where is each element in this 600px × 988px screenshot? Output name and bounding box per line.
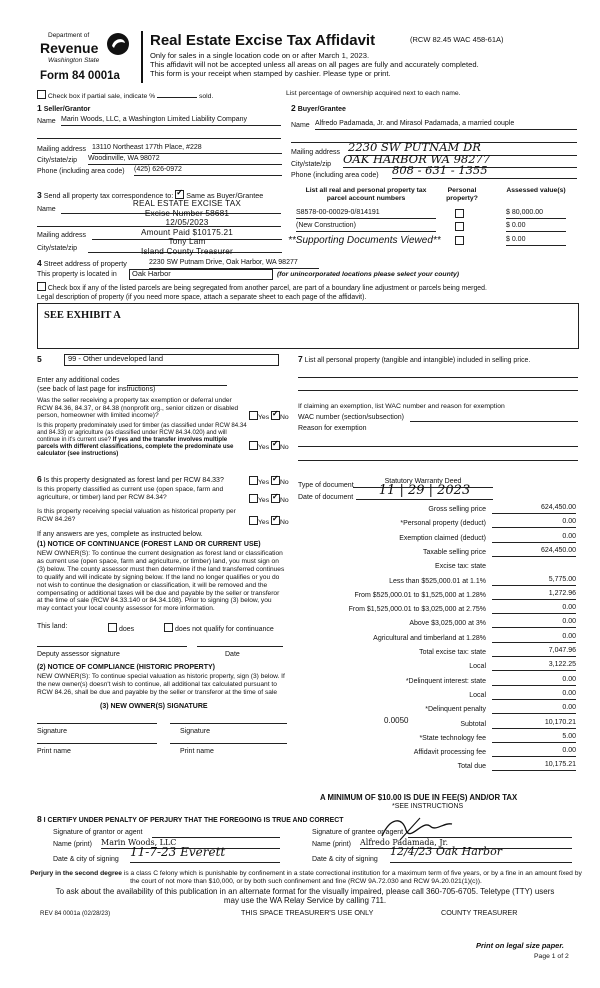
tax-row-label: From $1,525,000.01 to $3,025,000 at 2.75%: [348, 606, 486, 613]
personal-heading: Personal property?: [446, 187, 478, 202]
deputy-sig-label: Deputy assessor signature: [37, 651, 120, 658]
exemption-question: Was the seller receiving a property tax exemption or deferral under RCW 84.36, 84.37, or 84.38 (nonprofit org., senior citizen or disabled person, homeowner with limited income)?: [37, 397, 239, 420]
section4-street-row: 4 Street address of property: [37, 258, 127, 268]
doc-type-label: Type of document: [298, 482, 354, 489]
assessed-heading: Assessed value(s): [506, 187, 566, 194]
grantee-name-field[interactable]: Alfredo Padamada, Jr.: [360, 838, 572, 849]
new-owner-sig-1[interactable]: [37, 723, 157, 724]
timber-no-checkbox[interactable]: [271, 441, 280, 450]
legal-desc-label: Legal description of property (if you need more space, attach a separate sheet to each page of the affidavit).: [37, 294, 367, 301]
section3-heading: 3 Send all property tax correspondence to: ✓ Same as Buyer/Grantee: [37, 190, 263, 201]
deputy-sig-line[interactable]: [37, 646, 187, 647]
form-citation: (RCW 82.45 WAC 458-61A): [410, 35, 504, 44]
seller-heading: 1 Seller/Grantor: [37, 103, 91, 113]
parcel-heading: List all real and personal property tax parcel account numbers: [305, 187, 427, 202]
land-use-select[interactable]: 99 - Other undeveloped land: [64, 354, 279, 366]
partial-sale-checkbox[interactable]: [37, 90, 46, 99]
exemption-yes-checkbox[interactable]: [249, 411, 258, 420]
codes-note: (see back of last page for instructions): [37, 386, 156, 393]
see-instructions-note: *SEE INSTRUCTIONS: [392, 803, 464, 810]
forest-question: 6 Is this property designated as forest land per RCW 84.33?: [37, 474, 224, 484]
tax-row-value[interactable]: 624,450.00: [492, 547, 576, 557]
tax-row-label: *State technology fee: [419, 735, 486, 742]
personal-checkbox-2[interactable]: [455, 222, 464, 233]
partial-sale-row: [37, 90, 213, 101]
tax-row-label: Above $3,025,000 at 3%: [409, 620, 486, 627]
continuance-row: This land:: [37, 623, 68, 630]
doc-date-field[interactable]: 11 | 29 | 2023: [356, 484, 493, 500]
notice3-title: (3) NEW OWNER(S) SIGNATURE: [100, 703, 208, 710]
seller-name-label: Name: [37, 118, 56, 125]
grantee-date-field[interactable]: 12/4/23 Oak Harbor: [390, 846, 572, 863]
tax-row-label: Gross selling price: [428, 506, 486, 513]
dor-swirl-icon: [106, 32, 130, 56]
tax-row-value[interactable]: 0.00: [492, 747, 576, 757]
certify-line: 8 I CERTIFY UNDER PENALTY OF PERJURY THAT THE FOREGOING IS TRUE AND CORRECT: [37, 814, 344, 824]
tax-row-label: Less than $525,000.01 at 1.1%: [389, 578, 486, 585]
timber-yes-checkbox[interactable]: [249, 441, 258, 450]
personal-property-line-1[interactable]: [298, 377, 578, 378]
grantor-signature[interactable]: [152, 829, 280, 838]
reason-label: Reason for exemption: [298, 425, 367, 432]
treasurer-use-note: THIS SPACE TREASURER'S USE ONLY: [241, 908, 374, 917]
grantor-date-field[interactable]: 11-7-23 Everett: [130, 846, 280, 863]
assessed-value-2[interactable]: $ 0.00: [506, 222, 566, 232]
header-note-2: This affidavit will not be accepted unless all areas on all pages are fully and accurately completed.: [150, 60, 479, 69]
located-label: This property is located in: [37, 271, 117, 278]
uninc-note: (for unincorporated locations please select your county): [277, 271, 460, 278]
buyer-addr-label: Mailing address: [291, 149, 341, 156]
tax-row-label: Local: [469, 692, 486, 699]
buyer-name-label: Name: [291, 122, 310, 129]
legal-description-box[interactable]: SEE EXHIBIT A: [37, 303, 579, 349]
same-as-buyer-checkbox[interactable]: [175, 190, 184, 199]
grantor-sig-label: Signature of grantor or agent: [53, 829, 143, 836]
current-use-yes-checkbox[interactable]: [249, 494, 258, 503]
partial-sold-label: sold.: [198, 93, 214, 100]
tax-row-label: Exemption claimed (deduct): [399, 535, 486, 542]
seller-phone-field[interactable]: (425) 626-0972: [134, 166, 282, 176]
tax-row-label: Total due: [457, 763, 486, 770]
parcel-row-1[interactable]: S8578-00-00029-0/814191: [296, 209, 436, 219]
tax-row-value[interactable]: 10,175.21: [492, 761, 576, 771]
additional-codes-label: Enter any additional codes: [37, 377, 120, 384]
supporting-docs-stamp: **Supporting Documents Viewed**: [288, 235, 441, 246]
if-yes-note: If any answers are yes, complete as instructed below.: [37, 531, 203, 538]
tax-row-label: *Delinquent penalty: [425, 706, 486, 713]
forest-yes-checkbox[interactable]: [249, 476, 258, 485]
tax-row-value[interactable]: 10,170.21: [492, 719, 576, 729]
tax-row-value[interactable]: 3,122.25: [492, 661, 576, 671]
dept-line: Department of: [48, 32, 90, 39]
does-option: does: [108, 623, 134, 634]
timber-question: Is this property predominately used for timber (as classified under RCW 84.34 and 84.33) or agriculture (as classified under RCW 84.34.020) and will continue in it's current use? If yes and the transfer involves multiple parcels with different classifications, complete the predominate use calculator (see instructions): [37, 422, 247, 457]
exemption-claim-label: If claiming an exemption, list WAC number and reason for exemption: [298, 403, 505, 410]
assessed-value-3[interactable]: $ 0.00: [506, 236, 566, 246]
personal-property-line-2[interactable]: [298, 390, 578, 391]
section7-heading: 7 List all personal property (tangible and intangible) included in selling price.: [298, 354, 531, 364]
buyer-phone-field[interactable]: 808 - 631 - 1355: [392, 164, 577, 179]
buyer-city-field[interactable]: OAK HARBOR WA 98277: [343, 153, 577, 168]
buyer-addr-field[interactable]: 2230 SW PUTNAM DR: [348, 141, 577, 156]
tax-row-value[interactable]: 0.00: [492, 604, 576, 614]
does-not-checkbox[interactable]: [164, 623, 173, 632]
grantee-date-label: Date & city of signing: [312, 856, 378, 863]
tax-row-value[interactable]: 0.00: [492, 633, 576, 643]
tax-row-value[interactable]: 624,450.00: [492, 504, 576, 514]
treasurer-stamp: REAL ESTATE EXCISE TAX Excise Number 58681 12/05/2023 Amount Paid $10175.21 Tony Lam Island County Treasurer: [132, 199, 242, 256]
grantor-name-label: Name (print): [53, 841, 92, 848]
deputy-date-line[interactable]: [197, 646, 283, 647]
minimum-due-note: A MINIMUM OF $10.00 IS DUE IN FEE(S) AND/OR TAX: [320, 793, 518, 802]
current-use-question: Is this property classified as current use (open space, farm and agriculture, or timber) land per RCW 84.34?: [37, 486, 224, 501]
tax-row-label: From $525,000.01 to $1,525,000 at 1.28%: [354, 592, 486, 599]
deputy-date-label: Date: [225, 651, 240, 658]
header-note-1: Only for sales in a single location code on or after March 1, 2023.: [150, 51, 370, 60]
exemption-yes-no: Yes ✓ No: [249, 411, 289, 422]
alt-format-note: To ask about the availability of this publication in an alternate format for the visually impaired, please call 360-705-6705. Teletype (TTY) users may use the WA Relay Service by calling 711.: [55, 887, 555, 905]
wac-field[interactable]: [410, 421, 578, 422]
perjury-note: Perjury in the second degree is a class C felony which is punishable by confinement in a state correctional institution for a maximum term of five years, or by a fine in an amount fixed by the court of not more than $10,000, or by both such confinement and fine (RCW 9A.72.030 and RCW 9A.20.021(1)(c)).: [30, 870, 582, 885]
new-owner-print-2[interactable]: [170, 743, 287, 744]
buyer-phone-label: Phone (including area code): [291, 172, 379, 179]
seller-name-line-2[interactable]: [37, 130, 281, 139]
parcel-row-2[interactable]: (New Construction): [296, 222, 436, 232]
ownership-note: List percentage of ownership acquired next to each name.: [286, 90, 461, 97]
buyer-heading: 2 Buyer/Grantee: [291, 103, 346, 113]
segregated-row: Check box if any of the listed parcels are being segregated from another parcel, are part of a boundary line adjustment or parcels being merged.: [37, 282, 487, 293]
notice1-title: (1) NOTICE OF CONTINUANCE (FOREST LAND OR CURRENT USE): [37, 541, 261, 548]
local-rate: 0.0050: [384, 716, 409, 725]
new-owner-sig-label-1: Signature: [37, 728, 67, 735]
form-title: Real Estate Excise Tax Affidavit: [150, 32, 376, 49]
tax-row-value[interactable]: 5.00: [492, 733, 576, 743]
personal-checkbox-3[interactable]: [455, 236, 464, 247]
partial-sale-label: Check box if partial sale, indicate %: [47, 93, 156, 100]
tax-row-label: Local: [469, 663, 486, 670]
timber-yes-no: Yes ✓ No: [249, 441, 289, 452]
additional-codes-field[interactable]: [127, 377, 227, 386]
seller-city-field[interactable]: Woodinville, WA 98072: [88, 155, 282, 165]
doc-type-field[interactable]: Statutory Warranty Deed: [353, 478, 493, 488]
tax-row-value[interactable]: 0.00: [492, 533, 576, 543]
tax-row-value[interactable]: 5,775.00: [492, 576, 576, 586]
assessed-value-1[interactable]: $ 80,000.00: [506, 209, 566, 219]
revision-label: REV 84 0001a (02/28/23): [40, 910, 111, 917]
tax-row-value[interactable]: 0.00: [492, 704, 576, 714]
current-use-no-checkbox[interactable]: [271, 494, 280, 503]
tax-row-label: Excise tax: state: [435, 563, 486, 570]
tax-row-label: Agricultural and timberland at 1.28%: [373, 635, 486, 642]
grantor-name-field[interactable]: Marin Woods, LLC: [101, 838, 280, 849]
partial-percent-field[interactable]: [157, 97, 197, 98]
grantee-name-label: Name (print): [312, 841, 351, 848]
agency-name: Revenue: [40, 40, 99, 56]
new-owner-sig-2[interactable]: [170, 723, 287, 724]
tax-row-label: Total excise tax: state: [419, 649, 486, 656]
historic-yes-checkbox[interactable]: [249, 516, 258, 525]
header-divider: [141, 31, 143, 83]
section5-number: 5: [37, 354, 42, 364]
county-treasurer-label: COUNTY TREASURER: [441, 908, 518, 917]
form-number: Form 84 0001a: [40, 70, 120, 82]
personal-checkbox-1[interactable]: [455, 209, 464, 220]
page-number: Page 1 of 2: [534, 953, 569, 960]
seller-addr-field[interactable]: 13110 Northeast 177th Place, #228: [92, 144, 282, 154]
reason-line-1[interactable]: [298, 446, 578, 447]
property-street-field[interactable]: 2230 SW Putnam Drive, Oak Harbor, WA 98277: [149, 259, 319, 269]
notice2-text: NEW OWNER(S): To continue special valuation as historic property, sign (3) below. If the new owner(s) doesn't wish to continue, all additional tax calculated pursuant to RCW 84.26, shall be due and payable by the seller or transferor at the time of sale: [37, 673, 285, 696]
grantee-sig-label: Signature of grantee or agent: [312, 829, 404, 836]
wac-label: WAC number (section/subsection): [298, 414, 404, 421]
doc-date-label: Date of document: [298, 494, 354, 501]
tax-row-value[interactable]: 7,047.96: [492, 647, 576, 657]
forest-no-checkbox[interactable]: [271, 476, 280, 485]
does-checkbox[interactable]: [108, 623, 117, 632]
sec3-addr-label: Mailing address: [37, 232, 87, 239]
tax-row-value[interactable]: 0.00: [492, 518, 576, 528]
new-owner-print-label-1: Print name: [37, 748, 71, 755]
tax-row-label: Affidavit processing fee: [413, 749, 486, 756]
sec3-city-label: City/state/zip: [37, 245, 78, 252]
tax-row-label: Taxable selling price: [422, 549, 486, 556]
new-owner-print-label-2: Print name: [180, 748, 214, 755]
does-not-option: does not qualify for continuance: [164, 623, 274, 634]
header-note-3: This form is your receipt when stamped by cashier. Please type or print.: [150, 69, 391, 78]
new-owner-sig-label-2: Signature: [180, 728, 210, 735]
buyer-city-label: City/state/zip: [291, 161, 332, 168]
forest-yes-no: Yes ✓ No: [249, 476, 289, 487]
seller-city-label: City/state/zip: [37, 157, 78, 164]
segregated-checkbox[interactable]: [37, 282, 46, 291]
tax-row-value[interactable]: 0.00: [492, 676, 576, 686]
notice1-text: NEW OWNER(S): To continue the current designation as forest land or classification as current use (open space, farm and agriculture, or timber) land, you must sign on (3) below. The county assessor must then determine if the land transferred continues to qualify and will indicate by signing below. If the land no longer qualifies or you do not wish to continue the designation or classification, it will be removed and the compensating or additional taxes will be due and payable by the seller or transferor at the time of sale (RCW 84.33.140 or 84.34.108). Prior to signing (3) below, you may contact your local county assessor for more information.: [37, 550, 285, 613]
tax-row-label: Subtotal: [460, 721, 486, 728]
seller-phone-label: Phone (including area code): [37, 168, 125, 175]
tax-row-label: *Delinquent interest: state: [405, 678, 486, 685]
notice2-title: (2) NOTICE OF COMPLIANCE (HISTORIC PROPERTY): [37, 664, 215, 671]
seller-name-field[interactable]: Marin Woods, LLC, a Washington Limited Liability Company: [61, 116, 281, 126]
seller-addr-label: Mailing address: [37, 146, 87, 153]
tax-row-value[interactable]: 1,272.96: [492, 590, 576, 600]
reason-line-2[interactable]: [298, 460, 578, 461]
historic-yes-no: Yes ✓ No: [249, 516, 289, 527]
historic-no-checkbox[interactable]: [271, 516, 280, 525]
current-use-yes-no: Yes ✓ No: [249, 494, 289, 505]
tax-row-value[interactable]: 0.00: [492, 690, 576, 700]
historic-question: Is this property receiving special valuation as historical property per RCW 84.26?: [37, 508, 236, 523]
buyer-name-field[interactable]: Alfredo Padamada, Jr. and Mirasol Padamada, a married couple: [315, 120, 577, 130]
tax-row-label: *Personal property (deduct): [400, 520, 486, 527]
new-owner-print-1[interactable]: [37, 743, 157, 744]
grantor-date-label: Date & city of signing: [53, 856, 119, 863]
located-select[interactable]: Oak Harbor: [129, 269, 273, 280]
sec3-name-label: Name: [37, 206, 56, 213]
tax-row-value[interactable]: 0.00: [492, 618, 576, 628]
legal-paper-note: Print on legal size paper.: [476, 941, 564, 950]
state-name: Washington State: [48, 57, 100, 64]
exemption-no-checkbox[interactable]: [271, 411, 280, 420]
